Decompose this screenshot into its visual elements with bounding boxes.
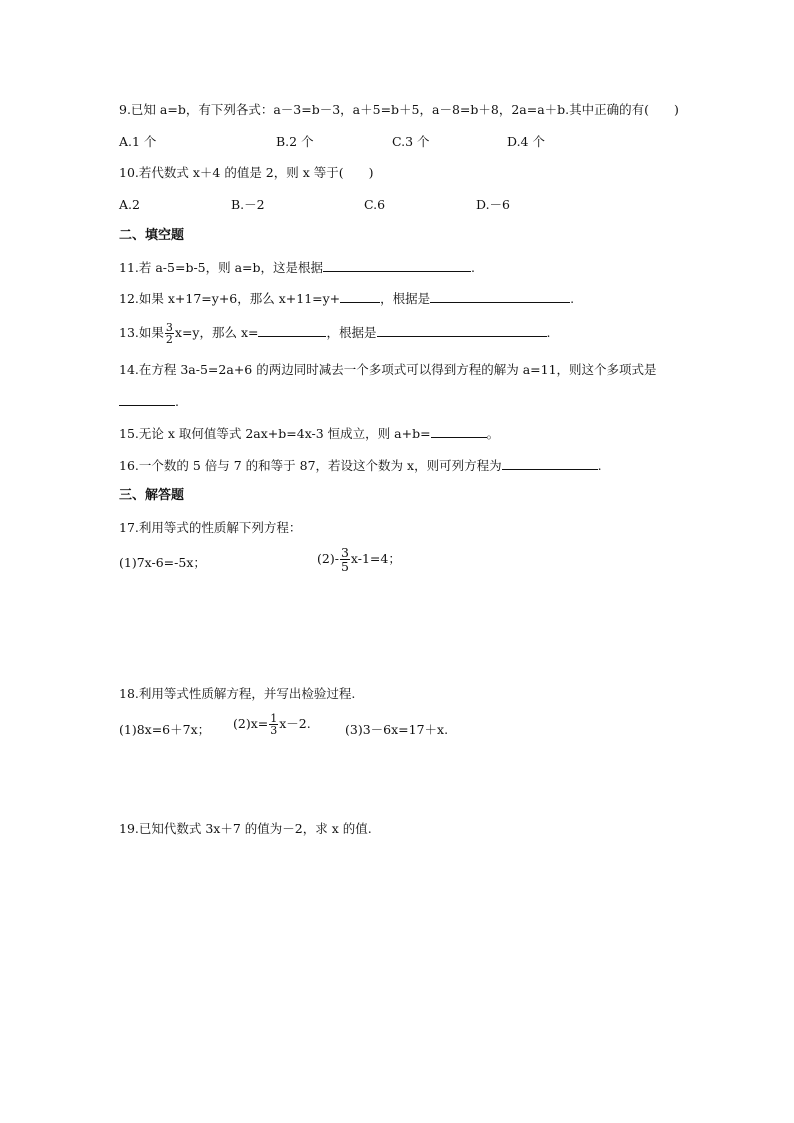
question-15 [119, 425, 499, 442]
question-9-stem: 9.已知 a=b，有下列各式：a－3=b－3，a＋5=b＋5，a－8=b＋8，2a=a＋b.其中正确的有( ) [119, 102, 679, 117]
question-13-end: . [546, 325, 551, 340]
question-10-option-a: A.2 [119, 197, 140, 212]
question-10-option-d: D.－6 [476, 197, 511, 212]
question-19-text: 19.已知代数式 3x＋7 的值为－2，求 x 的值. [119, 821, 372, 836]
answer-blank[interactable] [119, 393, 175, 406]
answer-blank[interactable] [431, 425, 487, 438]
question-9-option-c: C.3 个 [392, 134, 430, 149]
question-18-part-2 [233, 713, 311, 736]
answer-blank[interactable] [340, 290, 380, 303]
question-12 [119, 290, 574, 307]
question-16 [119, 457, 602, 474]
question-17-part-2-prefix: (2)- [317, 551, 339, 566]
question-17-text: 17.利用等式的性质解下列方程： [119, 520, 302, 535]
section-heading-fill: 二、填空题 [119, 228, 185, 243]
question-10-option-c: C.6 [364, 197, 386, 212]
question-18-part-2-suffix: x－2. [279, 716, 311, 731]
question-16-text: 16.一个数的 5 倍与 7 的和等于 87，若设这个数为 x，则可列方程为 [119, 458, 502, 473]
question-18-text: 18.利用等式性质解方程，并写出检验过程. [119, 686, 356, 701]
question-18-part-2-prefix: (2)x= [233, 716, 269, 731]
question-15-text: 15.无论 x 取何值等式 2ax+b=4x-3 恒成立，则 a+b= [119, 426, 431, 441]
section-heading-solve: 三、解答题 [119, 488, 185, 503]
question-13-text: 13.如果 [119, 325, 164, 340]
fraction-denominator: 5 [340, 559, 349, 574]
question-18-part-3: (3)3－6x=17＋x. [345, 722, 449, 737]
answer-blank[interactable] [502, 457, 598, 470]
question-10-stem: 10.若代数式 x＋4 的值是 2，则 x 等于( ) [119, 165, 374, 180]
answer-blank[interactable] [430, 290, 570, 303]
question-9-option-b: B.2 个 [276, 134, 314, 149]
question-17-part-1: (1)7x-6=-5x； [119, 555, 206, 570]
question-9-option-d: D.4 个 [507, 134, 545, 149]
fraction-numerator: 3 [165, 321, 173, 334]
question-10-option-b: B.－2 [231, 197, 265, 212]
question-12-end: . [570, 291, 575, 306]
question-12-text: 12.如果 x+17=y+6，那么 x+11=y+ [119, 291, 341, 306]
question-16-end: . [597, 458, 602, 473]
question-9-option-a: A.1 个 [119, 134, 157, 149]
answer-blank[interactable] [377, 324, 547, 337]
question-13-text-2: x=y，那么 x= [174, 325, 259, 340]
question-17-part-2 [317, 546, 401, 573]
fraction [165, 322, 174, 345]
question-17-part-2-suffix: x-1=4； [350, 551, 401, 566]
fraction-denominator: 3 [270, 724, 278, 737]
question-15-end: 。 [486, 426, 500, 441]
question-13-text-3: ，根据是 [326, 325, 377, 340]
question-11-text: 11.若 a-5=b-5，则 a=b，这是根据 [119, 260, 324, 275]
question-11 [119, 259, 475, 276]
question-14-end: . [175, 394, 179, 409]
fraction [340, 546, 350, 573]
answer-blank[interactable] [323, 259, 471, 272]
question-14-answer-line [119, 393, 179, 410]
fraction-numerator: 3 [340, 545, 349, 560]
question-18-part-1: (1)8x=6＋7x； [119, 722, 211, 737]
question-13 [119, 322, 550, 345]
question-11-end: . [471, 260, 476, 275]
question-12-text-2: ，根据是 [380, 291, 431, 306]
fraction-numerator: 1 [270, 712, 278, 725]
fraction-denominator: 2 [165, 333, 173, 346]
fraction [269, 713, 278, 736]
answer-blank[interactable] [258, 324, 326, 337]
question-14-text: 14.在方程 3a-5=2a+6 的两边同时减去一个多项式可以得到方程的解为 a=11，则这个多项式是 [119, 362, 657, 377]
